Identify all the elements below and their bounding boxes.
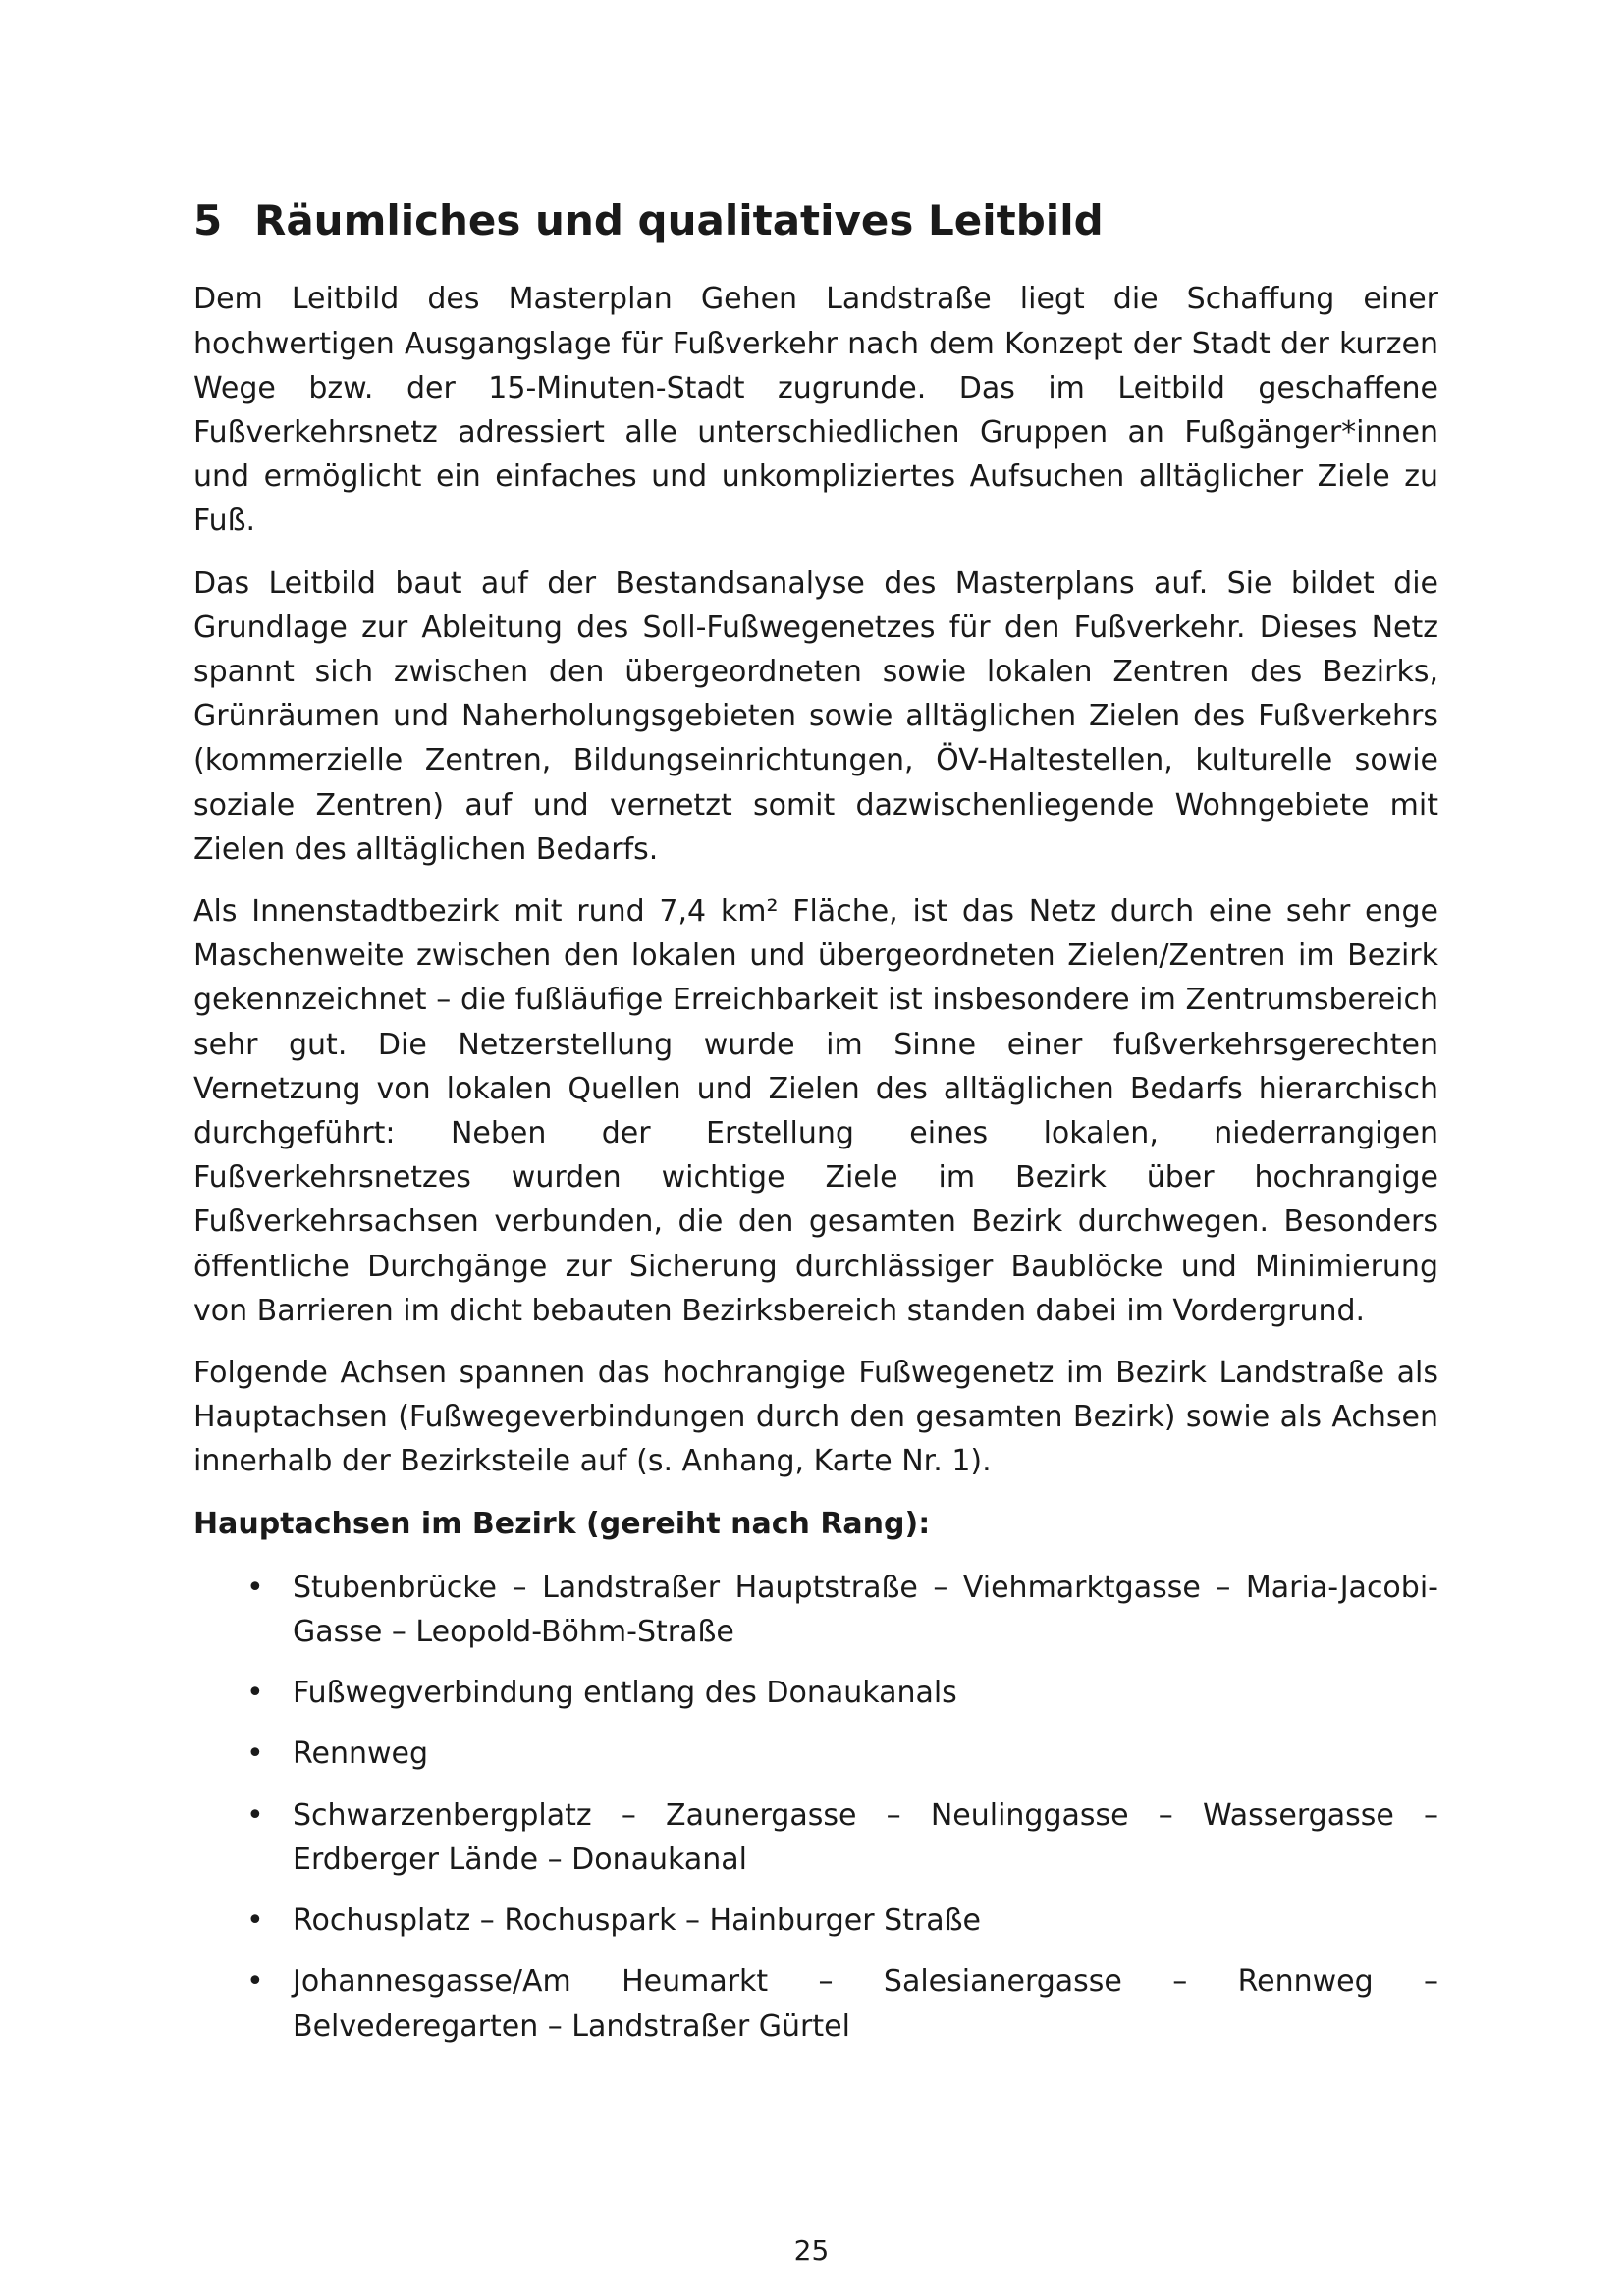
bullet-icon: • — [246, 1797, 264, 1833]
list-item — [193, 1732, 1438, 1776]
list-item — [193, 1959, 1438, 2048]
list-item-text: Rochusplatz – Rochuspark – Hainburger Straße — [293, 1903, 981, 1939]
list-item-text: Fußwegverbindung entlang des Donaukanals — [293, 1676, 957, 1711]
paragraph-3: Als Innenstadtbezirk mit rund 7,4 km² Fläche, ist das Netz durch eine sehr enge Maschenweite zwischen den lokalen und übergeordneten Zielen/Zentren im Bezirk gekennzeichnet – die fußläufige Erreichbarkeit ist insbesondere im Zentrumsbereich sehr gut. Die Netzerstellung wurde im Sinne einer fußverkehrsgerechten Vernetzung von lokalen Quellen und Zielen des alltäglichen Bedarfs hierarchisch durchgeführt: Neben der Erstellung eines lokalen, niederrangigen Fußverkehrsnetzes wurden wichtige Ziele im Bezirk über hochrangige Fußverkehrsachsen verbunden, die den gesamten Bezirk durchwegen. Besonders öffentliche Durchgänge zur Sicherung durchlässiger Baublöcke und Minimierung von Barrieren im dicht bebauten Bezirksbereich standen dabei im Vordergrund. — [193, 894, 1438, 1328]
bullet-icon: • — [246, 1736, 264, 1772]
list-item — [193, 1566, 1438, 1654]
list-item — [193, 1671, 1438, 1715]
bullet-icon: • — [246, 1570, 264, 1605]
bullet-icon: • — [246, 1903, 264, 1939]
section-title: Räumliches und qualitatives Leitbild — [254, 196, 1104, 244]
list-item-text: Stubenbrücke – Landstraßer Hauptstraße – Viehmarktgasse – Maria-Jacobi-Gasse – Leopold-Böhm-Straße — [293, 1570, 1438, 1650]
page-content — [193, 196, 1438, 2065]
list-item — [193, 1793, 1438, 1882]
section-number: 5 — [193, 196, 223, 244]
list-item — [193, 1898, 1438, 1943]
page-number: 25 — [793, 2234, 830, 2267]
paragraph-1: Dem Leitbild des Masterplan Gehen Landstraße liegt die Schaffung einer hochwertigen Ausgangslage für Fußverkehr nach dem Konzept der Stadt der kurzen Wege bzw. der 15-Minuten-Stadt zugrunde. Das im Leitbild geschaffene Fußverkehrsnetz adressiert alle unterschiedlichen Gruppen an Fußgänger*innen und ermöglicht ein einfaches und unkompliziertes Aufsuchen alltäglicher Ziele zu Fuß. — [193, 282, 1438, 539]
bullet-icon: • — [246, 1964, 264, 2000]
paragraph-4: Folgende Achsen spannen das hochrangige Fußwegenetz im Bezirk Landstraße als Hauptachsen (Fußwegeverbindungen durch den gesamten Bezirk) sowie als Achsen innerhalb der Bezirksteile auf (s. Anhang, Karte Nr. 1). — [193, 1356, 1438, 1479]
section-heading — [193, 196, 1438, 245]
list-title: Hauptachsen im Bezirk (gereiht nach Rang): — [193, 1506, 931, 1541]
list-item-text: Johannesgasse/Am Heumarkt – Salesianergasse – Rennweg – Belvederegarten – Landstraßer Gürtel — [293, 1964, 1438, 2044]
list-item-text: Rennweg — [293, 1736, 429, 1772]
list-item-text: Schwarzenbergplatz – Zaunergasse – Neulinggasse – Wassergasse – Erdberger Lände – Donaukanal — [293, 1797, 1438, 1877]
bullet-icon: • — [246, 1676, 264, 1711]
paragraph-2: Das Leitbild baut auf der Bestandsanalyse des Masterplans auf. Sie bildet die Grundlage zur Ableitung des Soll-Fußwegenetzes für den Fußverkehr. Dieses Netz spannt sich zwischen den übergeordneten sowie lokalen Zentren des Bezirks, Grünräumen und Naherholungsgebieten sowie alltäglichen Zielen des Fußverkehrs (kommerzielle Zentren, Bildungseinrichtungen, ÖV-Haltestellen, kulturelle sowie soziale Zentren) auf und vernetzt somit dazwischenliegende Wohngebiete mit Zielen des alltäglichen Bedarfs. — [193, 565, 1438, 867]
axes-list — [193, 1566, 1438, 2049]
